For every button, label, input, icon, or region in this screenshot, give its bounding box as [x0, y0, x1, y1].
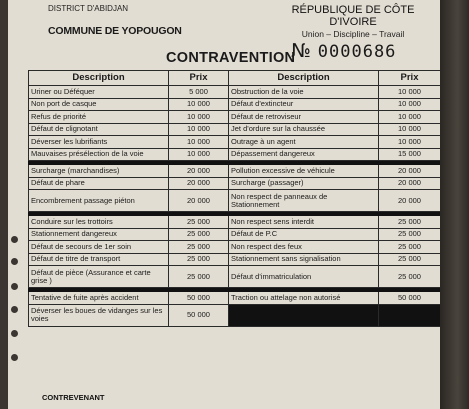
offense-description: Défaut de phare — [29, 177, 169, 190]
offense-description: Conduire sur les trottoirs — [29, 216, 169, 229]
binding-hole — [11, 283, 18, 290]
column-header-prix: Prix — [379, 71, 441, 86]
district-label: DISTRICT D'ABIDJAN — [48, 4, 129, 13]
background-edge — [440, 0, 469, 409]
offense-description: Défaut de P.C — [229, 228, 379, 241]
offense-description: Déverser les lubrifiants — [29, 136, 169, 149]
table-row — [29, 304, 441, 326]
offense-description: Défaut d'immatriculation — [229, 266, 379, 288]
table-row — [29, 98, 441, 111]
offense-description: Stationnement dangereux — [29, 228, 169, 241]
offense-description: Encombrement passage piéton — [29, 190, 169, 212]
table-row — [29, 177, 441, 190]
blank-filled-cell — [379, 304, 441, 326]
table-row — [29, 123, 441, 136]
offense-price: 20 000 — [169, 177, 229, 190]
binding-hole — [11, 258, 18, 265]
blank-filled-cell — [229, 304, 379, 326]
offense-description: Surcharge (passager) — [229, 177, 379, 190]
offense-description: Défaut de clignotant — [29, 123, 169, 136]
binding-holes — [8, 0, 22, 409]
number-symbol: № — [291, 40, 312, 62]
offense-price: 50 000 — [379, 292, 441, 305]
offense-price: 10 000 — [379, 123, 441, 136]
fines-table — [28, 70, 440, 327]
table-row — [29, 111, 441, 124]
republic-header — [278, 4, 428, 39]
offense-price: 25 000 — [379, 228, 441, 241]
offense-price: 10 000 — [169, 123, 229, 136]
offense-price: 25 000 — [169, 216, 229, 229]
table-row — [29, 292, 441, 305]
offense-description: Refus de priorité — [29, 111, 169, 124]
offense-price: 5 000 — [169, 86, 229, 99]
offense-description: Défaut de titre de transport — [29, 253, 169, 266]
offense-description: Obstruction de la voie — [229, 86, 379, 99]
document-title: CONTRAVENTION — [166, 50, 296, 66]
offense-price: 25 000 — [379, 216, 441, 229]
offense-description: Pollution excessive de véhicule — [229, 165, 379, 178]
table-row — [29, 190, 441, 212]
table-row — [29, 136, 441, 149]
binding-hole — [11, 354, 18, 361]
offense-price: 20 000 — [169, 165, 229, 178]
binding-hole — [11, 236, 18, 243]
offense-description: Non respect des feux — [229, 241, 379, 254]
fines-body — [29, 86, 441, 327]
offense-price: 25 000 — [379, 266, 441, 288]
republic-motto: Union – Discipline – Travail — [301, 29, 405, 39]
offense-price: 10 000 — [379, 86, 441, 99]
offense-price: 25 000 — [169, 266, 229, 288]
offense-price: 15 000 — [379, 148, 441, 161]
offense-price: 10 000 — [169, 148, 229, 161]
offense-price: 10 000 — [169, 98, 229, 111]
offense-price: 50 000 — [169, 292, 229, 305]
offense-price: 20 000 — [379, 190, 441, 212]
offense-description: Déverser les boues de vidanges sur les voies — [29, 304, 169, 326]
offense-description: Dépassement dangereux — [229, 148, 379, 161]
offense-price: 25 000 — [169, 253, 229, 266]
table-row — [29, 86, 441, 99]
offense-description: Mauvaises présélection de la voie — [29, 148, 169, 161]
table-row — [29, 165, 441, 178]
offense-description: Défaut d'extincteur — [229, 98, 379, 111]
offense-description: Tentative de fuite après accident — [29, 292, 169, 305]
offense-price: 20 000 — [379, 165, 441, 178]
offense-price: 10 000 — [169, 136, 229, 149]
offense-price: 50 000 — [169, 304, 229, 326]
offense-price: 10 000 — [169, 111, 229, 124]
table-row — [29, 241, 441, 254]
table-row — [29, 228, 441, 241]
offense-description: Jet d'ordure sur la chaussée — [229, 123, 379, 136]
offense-price: 20 000 — [169, 190, 229, 212]
binding-hole — [11, 306, 18, 313]
ticket-paper — [8, 0, 440, 409]
binding-hole — [11, 330, 18, 337]
offense-price: 10 000 — [379, 98, 441, 111]
offense-price: 25 000 — [379, 253, 441, 266]
offense-description: Défaut de retroviseur — [229, 111, 379, 124]
table-row — [29, 266, 441, 288]
republic-name: RÉPUBLIQUE DE CÔTE D'IVOIRE — [291, 4, 415, 28]
offense-price: 10 000 — [379, 136, 441, 149]
contrevenant-label: CONTREVENANT — [42, 393, 105, 402]
offense-description: Stationnement sans signalisation — [229, 253, 379, 266]
table-row — [29, 253, 441, 266]
offense-description: Traction ou attelage non autorisé — [229, 292, 379, 305]
offense-price: 10 000 — [379, 111, 441, 124]
offense-description: Uriner ou Déféquer — [29, 86, 169, 99]
offense-price: 25 000 — [169, 228, 229, 241]
offense-price: 20 000 — [379, 177, 441, 190]
offense-description: Non respect de panneaux de Stationnement — [229, 190, 379, 212]
commune-name: COMMUNE DE YOPOUGON — [48, 25, 182, 37]
offense-description: Outrage à un agent — [229, 136, 379, 149]
column-header-prix: Prix — [169, 71, 229, 86]
offense-description: Non respect sens interdit — [229, 216, 379, 229]
column-header-description: Description — [229, 71, 379, 86]
offense-description: Non port de casque — [29, 98, 169, 111]
table-header-row — [29, 71, 441, 86]
table-row — [29, 216, 441, 229]
ticket-number-value: 0000686 — [317, 42, 397, 62]
offense-price: 25 000 — [379, 241, 441, 254]
offense-description: Défaut de secours de 1er soin — [29, 241, 169, 254]
offense-description: Défaut de pièce (Assurance et carte grise ) — [29, 266, 169, 288]
offense-description: Surcharge (marchandises) — [29, 165, 169, 178]
column-header-description: Description — [29, 71, 169, 86]
table-row — [29, 148, 441, 161]
ticket-number — [291, 40, 396, 62]
offense-price: 25 000 — [169, 241, 229, 254]
